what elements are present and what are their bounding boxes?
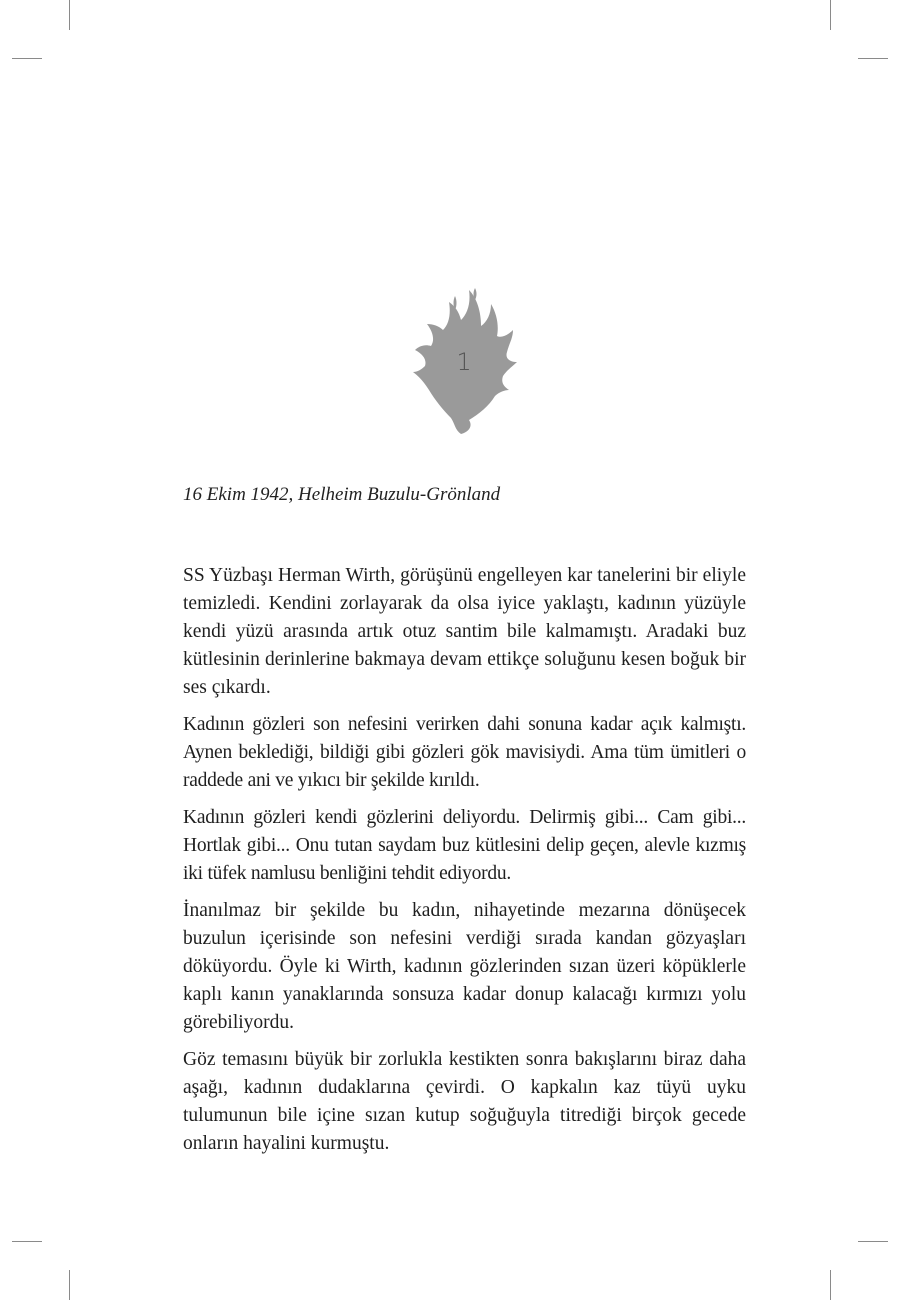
chapter-heading xyxy=(409,286,519,436)
crop-mark-bottom-right xyxy=(830,1270,831,1300)
crop-mark-top-right-horizontal xyxy=(858,58,888,59)
chapter-number: 1 xyxy=(456,348,472,376)
crop-mark-bottom-left-horizontal xyxy=(12,1241,42,1242)
paragraph: İnanılmaz bir şekilde bu kadın, nihayetinde mezarına dönüşecek buzulun içerisinde son nefesini verdiği sırada kandan gözyaşları döküyordu. Öyle ki Wirth, kadının gözlerinden sızan üzeri köpüklerle kaplı kanın yanaklarında sonsuza kadar donup kalacağı kırmızı yolu görebiliyordu. xyxy=(183,900,746,1033)
chapter-dateline: 16 Ekim 1942, Helheim Buzulu-Grönland xyxy=(183,484,501,505)
crop-mark-top-left-horizontal xyxy=(12,58,42,59)
crop-mark-top-left xyxy=(69,0,70,30)
paragraph: Kadının gözleri son nefesini verirken dahi sonuna kadar açık kalmıştı. Aynen beklediği, bildiği gibi gözleri gök mavisiydi. Ama tüm ümitleri o raddede ani ve yıkıcı bir şekilde kırıldı. xyxy=(183,714,746,791)
chapter-body xyxy=(183,562,746,1167)
paragraph: Kadının gözleri kendi gözlerini deliyordu. Delirmiş gibi... Cam gibi... Hortlak gibi... Onu tutan saydam buz kütlesini delip geçen, alevle kızmış iki tüfek namlusu benliğini tehdit ediyordu. xyxy=(183,807,746,884)
paragraph: SS Yüzbaşı Herman Wirth, görüşünü engelleyen kar tanelerini bir eliyle temizledi. Kendini zorlayarak da olsa iyice yaklaştı, kadının yüzüyle kendi yüzü arasında artık otuz santim bile kalmamıştı. Aradaki buz kütlesinin derinlerine bakmaya devam ettikçe soluğunu kesen boğuk bir ses çıkardı. xyxy=(183,565,746,698)
crop-mark-bottom-left xyxy=(69,1270,70,1300)
crop-mark-top-right xyxy=(830,0,831,30)
paragraph: Göz temasını büyük bir zorlukla kestikten sonra bakışlarını biraz daha aşağı, kadının dudaklarına çevirdi. O kapkalın kaz tüyü uyku tulumunun bile içine sızan kutup soğuğuyla titrediği birçok gecede onların hayalini kurmuştu. xyxy=(183,1049,746,1154)
crop-mark-bottom-right-horizontal xyxy=(858,1241,888,1242)
